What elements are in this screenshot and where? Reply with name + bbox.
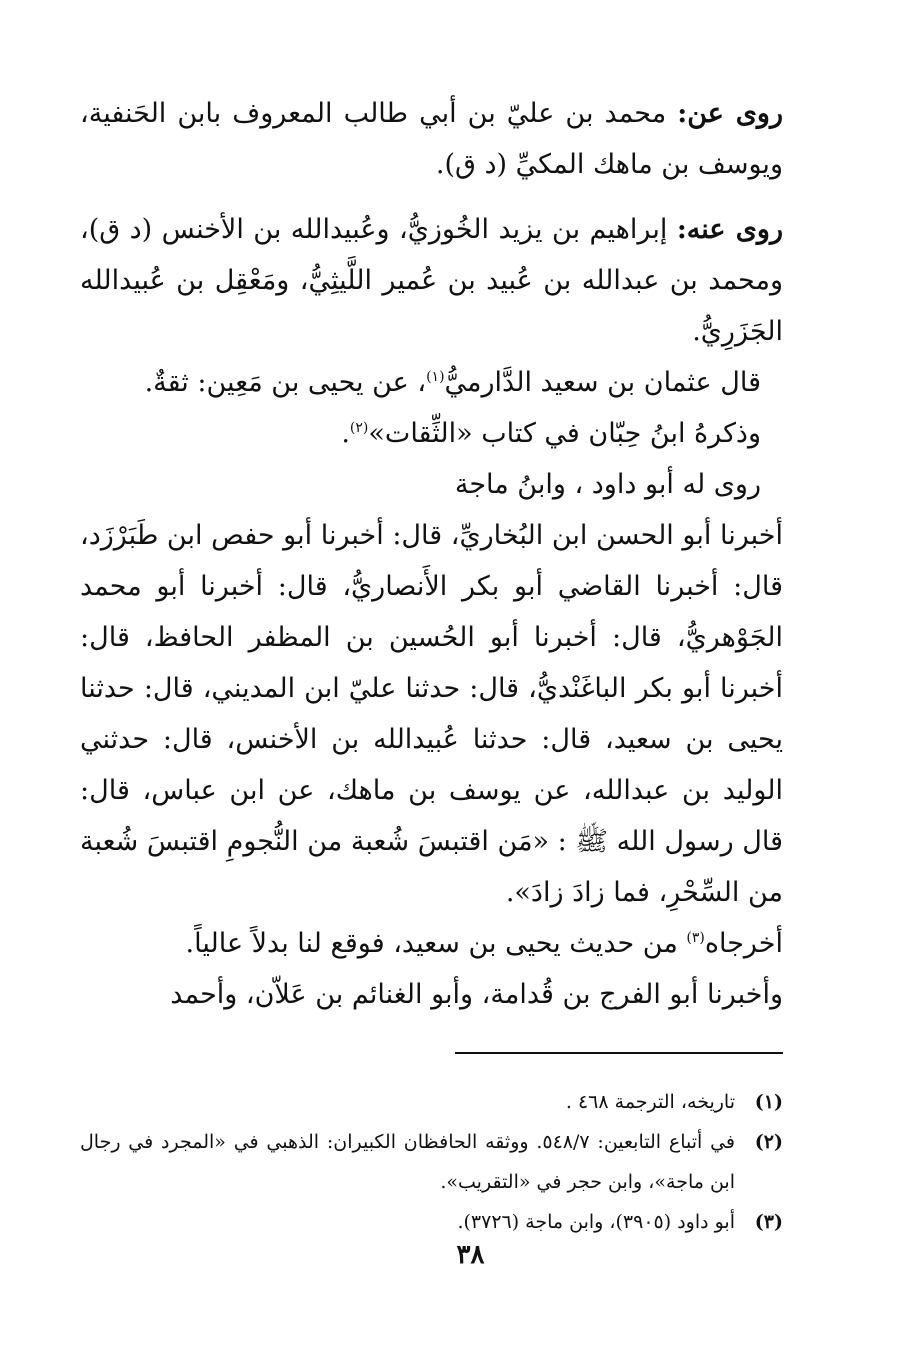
footnote-2 bbox=[80, 1122, 783, 1202]
footnote-number: (٣) bbox=[754, 1211, 783, 1233]
footnote-number: (١) bbox=[754, 1091, 783, 1113]
narrated-by-text: روى له أبو داود ، وابنُ ماجة bbox=[454, 469, 761, 500]
footnote-3 bbox=[80, 1202, 783, 1242]
hadith-chain-paragraph bbox=[80, 510, 783, 918]
ibn-hibban-text: وذكرهُ ابنُ حِبّان في كتاب «الثِّقات» bbox=[368, 418, 761, 449]
hadith-chain-text: أخبرنا أبو الحسن ابن البُخاريِّ، قال: أخبرنا أبو حفص ابن طَبَرْزَد، قال: أخبرنا القاضي أبو بكر الأَنصاريُّ، قال: أخبرنا أبو محمد الجَوْهريُّ، قال: أخبرنا أبو الحُسين بن المظفر الحافظ، قال: أخبرنا أبو بكر الباغَنْديُّ، قال: حدثنا عليّ ابن المديني، قال: حدثنا يحيى بن سعيد، قال: حدثنا عُبيدالله بن الأخنس، قال: حدثني الوليد بن عبدالله، عن يوسف بن ماهك، عن ابن عباس، قال: قال رسول الله ﷺ : «مَن اقتبسَ شُعبة من النُّجومِ اقتبسَ شُعبة من السِّحْرِ، فما زادَ زادَ». bbox=[80, 520, 783, 908]
narrated-from-paragraph bbox=[80, 88, 783, 190]
narrators-from-him-text: إبراهيم بن يزيد الخُوزيُّ، وعُبيدالله بن الأخنس (د ق)، ومحمد بن عبدالله بن عُبيد بن عُمير اللَّيثِيُّ، ومَعْقِل بن عُبيدالله الجَزَرِيُّ. bbox=[80, 214, 783, 347]
footnote-1 bbox=[80, 1082, 783, 1122]
footnote-ref-2[interactable]: (٢) bbox=[349, 420, 369, 436]
footnote-text: تاريخه، الترجمة ٤٦٨ . bbox=[565, 1091, 735, 1113]
footnote-text: أبو داود (٣٩٠٥)، وابن ماجة (٣٧٢٦). bbox=[457, 1211, 735, 1233]
takhrij-statement bbox=[80, 918, 783, 969]
takhrij-text: من حديث يحيى بن سعيد، فوقع لنا بدلاً عالياً. bbox=[185, 928, 678, 959]
darimi-statement bbox=[80, 357, 783, 408]
page-number: ٣٨ bbox=[456, 1240, 485, 1270]
footnote-ref-1[interactable]: (١) bbox=[426, 369, 445, 385]
darimi-statement-rest: ، عن يحيى بن مَعِين: ثقةٌ. bbox=[144, 367, 427, 398]
footnote-text: في أتباع التابعين: ٥٤٨/٧. ووثقه الحافظان الكبيران: الذهبي في «المجرد في رجال ابن ماجة»، وابن حجر في «التقريب». bbox=[80, 1131, 735, 1193]
narrators-from-him-label: روى عنه: bbox=[676, 214, 783, 245]
footnote-divider bbox=[455, 1052, 783, 1054]
ibn-hibban-statement bbox=[80, 408, 783, 459]
narrators-from-him-paragraph bbox=[80, 204, 783, 357]
continuation-text: وأخبرنا أبو الفرج بن قُدامة، وأبو الغنائم بن عَلاّن، وأحمد bbox=[170, 979, 783, 1010]
narrated-by-statement bbox=[80, 459, 783, 510]
narrated-from-text: محمد بن عليّ بن أبي طالب المعروف بابن الحَنفية، ويوسف بن ماهك المكيِّ (د ق). bbox=[80, 98, 783, 180]
footnote-ref-3[interactable]: (٣) bbox=[686, 930, 705, 946]
takhrij-lead: أخرجاه bbox=[704, 928, 783, 959]
ibn-hibban-rest: . bbox=[341, 418, 350, 449]
darimi-statement-text: قال عثمان بن سعيد الدَّارميُّ bbox=[444, 367, 761, 398]
footnote-number: (٢) bbox=[754, 1131, 783, 1153]
continuation-paragraph bbox=[80, 969, 783, 1020]
narrated-from-label: روى عن: bbox=[677, 98, 783, 129]
main-text bbox=[80, 88, 783, 1020]
footnotes bbox=[80, 1082, 783, 1242]
